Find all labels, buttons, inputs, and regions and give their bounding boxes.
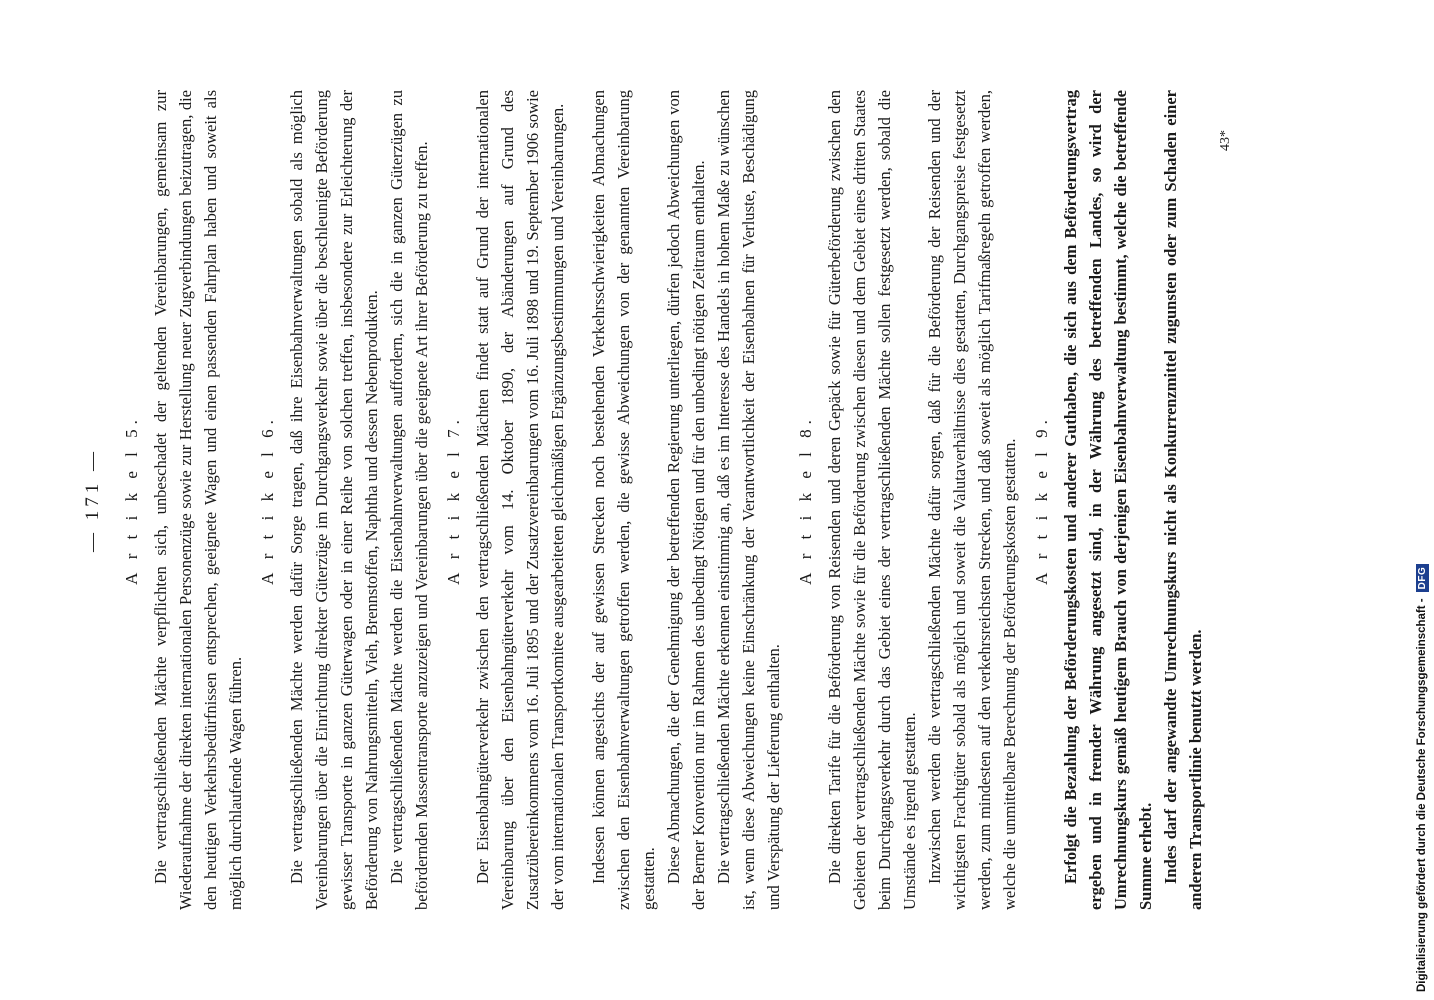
article-paragraph: Der Eisenbahngüterverkehr zwischen den vertragschließenden Mächten findet statt auf Grund der internationalen Vereinbarung über den Eisenbahngüterverkehr vom 14. Oktober 1890, der Abänderungen auf Grund des Zusatzübereinkommens vom 16. Juli 1895 und der Zusatzvereinbarungen vom 16. Juli 1898 und 19. September 1906 sowie der vom internationalen Transportkomitee ausgearbeiteten gleichmäßigen Ergänzungsbestimmungen und Vereinbarungen.	[473, 90, 567, 910]
rotated-document-page	[82, 50, 1402, 950]
article-9	[1032, 90, 1208, 910]
article-paragraph: Die vertragschließenden Mächte erkennen einstimmig an, daß es im Interesse des Handels in hohem Maße zu wünschen ist, wenn diese Abweichungen keine Einschränkung der Verantwortlichkeit der Eisenbahnen für Verluste, Beschädigung und Verspätung der Lieferung enthalten.	[714, 90, 783, 910]
article-paragraph: Die vertragschließenden Mächte werden dafür Sorge tragen, daß ihre Eisenbahnverwaltungen sobald als möglich Vereinbarungen über die Einrichtung direkter Güterzüge im Durchgangsverkehr sowie über die beschleunigte Beförderung gewisser Transporte in ganzen Güterwagen oder in einer Reihe von solchen treffen, insbesondere zur Erleichterung der Beförderung von Nahrungsmitteln, Vieh, Brennstoffen, Naphtha und dessen Nebenprodukten.	[287, 90, 381, 910]
article-paragraph: Die direkten Tarife für die Beförderung von Reisenden und deren Gepäck sowie für Güterbeförderung zwischen den Gebieten der vertragschließenden Mächte sowie für die Beförderung zwischen diesen und dem Gebiet eines dritten Staates beim Durchgangsverkehr durch das Gebiet eines der vertragschließenden Mächte sollen festgesetzt werden, sobald die Umstände es irgend gestatten.	[825, 90, 919, 910]
article-paragraph: Indessen können angesichts der auf gewissen Strecken noch bestehenden Verkehrsschwierigkeiten Abmachungen zwischen den Eisenbahnverwaltungen getroffen werden, die gewisse Abweichungen von der genannten Vereinbarung gestatten.	[589, 90, 658, 910]
article-heading: A r t i k e l 7.	[444, 415, 463, 585]
article-heading: A r t i k e l 9.	[1032, 415, 1051, 585]
paragraph-gap	[570, 90, 586, 910]
article-paragraph: Die vertragschließenden Mächte verpflichten sich, unbeschadet der geltenden Vereinbarungen, gemeinsam zur Wiederaufnahme der direkten internationalen Personenzüge sowie zur Herstellung neuer Zugverbindungen beizutragen, die den heutigen Verkehrsbedürfnissen entsprechen, geeignete Wagen und einen passenden Fahrplan haben und soweit als möglich durchlaufende Wagen führen.	[151, 90, 245, 910]
article-paragraph: Die vertragschließenden Mächte werden die Eisenbahnverwaltungen auffordern, sich die in ganzen Güterzügen zu befördernden Massentransporte anzuzeigen und Vereinbarungen über die geeignete Art ihrer Beförderung zu treffen.	[387, 90, 431, 910]
article-heading: A r t i k e l 5.	[122, 415, 141, 585]
article-8	[796, 90, 1022, 910]
article-paragraph: Indes darf der angewandte Umrechnungskurs nicht als Konkurrenzmittel zugunsten oder zum Schaden einer anderen Transportlinie benutzt werden.	[1161, 90, 1205, 910]
article-6	[258, 90, 434, 910]
article-paragraph: Erfolgt die Bezahlung der Beförderungskosten und anderer Guthaben, die sich aus dem Beförderungsvertrag ergeben und in fremder Währung angesetzt sind, in der Währung des betreffenden Landes, so wird der Umrechnungskurs gemäß heutigem Brauch von derjenigen Eisenbahnverwaltung bestimmt, welche die betreffende Summe erhebt.	[1061, 90, 1155, 910]
dfg-logo: DFG	[1416, 564, 1429, 593]
article-7	[444, 90, 786, 910]
article-paragraph: Inzwischen werden die vertragschließenden Mächte dafür sorgen, daß für die Beförderung der Reisenden und der wichtigsten Frachtgüter sobald als möglich und soweit die Valutaverhältnisse dies gestatten, Durchgangspreise festgesetzt werden, zum mindesten auf den verkehrsreichsten Strecken, und daß soweit als möglich Tarifmaßregeln getroffen werden, welche die unmittelbare Berechnung der Beförderungskosten gestatten.	[925, 90, 1019, 910]
article-heading: A r t i k e l 6.	[258, 415, 277, 585]
digitization-credit	[1414, 2, 1430, 992]
article-heading: A r t i k e l 8.	[796, 415, 815, 585]
page-number: — 171 —	[82, 448, 103, 552]
article-paragraph: Diese Abmachungen, die der Genehmigung der betreffenden Regierung unterliegen, dürfen jedoch Abweichungen von der Berner Konvention nur im Rahmen des unbedingt Nötigen und für den unbedingt nötigen Zeitraum enthalten.	[664, 90, 708, 910]
credit-text: Digitalisierung gefördert durch die Deutsche Forschungsgemeinschaft -	[1416, 598, 1428, 992]
article-5	[122, 90, 248, 910]
page-body	[82, 50, 1234, 950]
folio-mark: 43*	[1218, 130, 1233, 151]
